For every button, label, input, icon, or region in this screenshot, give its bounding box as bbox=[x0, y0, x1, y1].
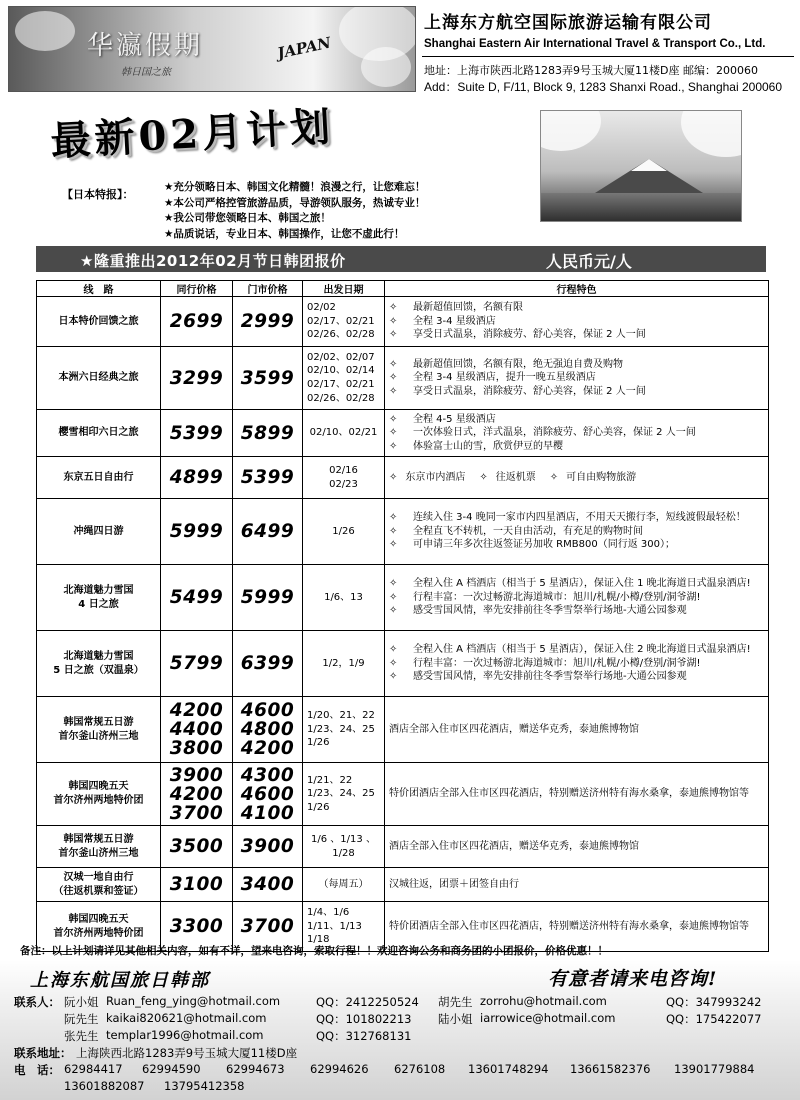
phone-number[interactable]: 62994673 bbox=[226, 1062, 285, 1076]
feature-item bbox=[389, 328, 764, 342]
feature-text: 全程入住 A 档酒店（相当于 5 星酒店），保证入住 2 晚北海道日式温泉酒店! bbox=[413, 644, 751, 656]
feature-text: 最新超值回馈，名额有限，绝无强迫自费及购物 bbox=[413, 358, 623, 370]
feature-item bbox=[389, 385, 764, 399]
feature-text: 酒店全部入住市区四花酒店，赠送华克秀，泰迪熊博物馆 bbox=[389, 723, 639, 735]
features-cell bbox=[385, 499, 769, 565]
retail-price: 4600 bbox=[240, 783, 295, 805]
feature-text: 全程直飞不转机，一天自由活动，有充足的购物时间 bbox=[413, 525, 643, 537]
peer-price: 5499 bbox=[169, 587, 224, 608]
column-header-peer-price: 同行价格 bbox=[161, 281, 233, 297]
feature-item bbox=[389, 511, 764, 525]
departure-date: 1/6、13 bbox=[324, 591, 363, 603]
peer-price-cell bbox=[161, 457, 233, 499]
route-name: 东京五日自由行 bbox=[63, 471, 134, 483]
departure-date: 02/02 bbox=[307, 302, 336, 314]
departure-date: 1/6 、1/13 、 bbox=[311, 833, 376, 845]
peer-price: 3300 bbox=[169, 916, 224, 937]
mount-fuji-photo bbox=[540, 110, 742, 222]
contact-line-1 bbox=[14, 994, 794, 1010]
banner-brand: 华瀛假期 bbox=[87, 31, 204, 61]
contact-email[interactable]: zorrohu@hotmail.com bbox=[480, 994, 607, 1008]
tour-price-table bbox=[36, 280, 769, 952]
company-name-en: Shanghai Eastern Air International Travel & Transport Co., Ltd. bbox=[424, 38, 766, 50]
peer-price: 4400 bbox=[169, 719, 224, 740]
feature-text: 可自由购物旅游 bbox=[566, 471, 637, 483]
departure-date: 02/02、02/07 bbox=[307, 351, 375, 363]
retail-price-cell bbox=[233, 410, 303, 457]
route-name: 韩国常规五日游 bbox=[63, 716, 134, 728]
lake-shape bbox=[541, 193, 741, 222]
peer-price: 3700 bbox=[169, 802, 224, 824]
header-divider bbox=[422, 56, 794, 57]
retail-price-cell bbox=[233, 763, 303, 826]
table-row bbox=[37, 868, 769, 902]
feature-item bbox=[389, 591, 764, 605]
route-name: 首尔釜山济州三地 bbox=[58, 730, 139, 742]
route-cell bbox=[37, 457, 161, 499]
retail-price: 6399 bbox=[240, 653, 295, 674]
departure-date: 02/17、02/21 bbox=[307, 315, 375, 327]
retail-price: 4300 bbox=[240, 764, 295, 786]
diamond-bullet-icon: ✧ bbox=[389, 329, 398, 341]
departure-date: （每周五） bbox=[318, 878, 369, 890]
phone-number[interactable]: 62994590 bbox=[142, 1062, 201, 1076]
peer-price-cell bbox=[161, 410, 233, 457]
features-cell bbox=[385, 457, 769, 499]
japan-special-label: 【日本特报】： bbox=[62, 188, 134, 201]
diamond-bullet-icon: ✧ bbox=[389, 413, 398, 425]
peer-price-cell bbox=[161, 499, 233, 565]
route-cell bbox=[37, 868, 161, 902]
diamond-bullet-icon: ✧ bbox=[389, 427, 398, 439]
banner-japan-text: JAPAN bbox=[275, 33, 333, 63]
contact-name: 张先生 bbox=[64, 1029, 99, 1043]
company-address-en: Add：Suite D, F/11, Block 9, 1283 Shanxi Road., Shanghai 200060 bbox=[424, 80, 783, 94]
mountain-snowcap bbox=[631, 159, 667, 171]
feature-text: 往返机票 bbox=[495, 471, 536, 483]
feature-item bbox=[389, 670, 764, 684]
departure-date: 02/10、02/14 bbox=[307, 365, 375, 377]
diamond-bullet-icon: ✧ bbox=[389, 302, 398, 314]
price-unit: 人民币元/人 bbox=[546, 252, 632, 271]
highlight-item: ★我公司带您领略日本、韩国之旅！ bbox=[164, 212, 331, 225]
route-name: 本洲六日经典之旅 bbox=[58, 372, 139, 383]
table-row bbox=[37, 826, 769, 868]
feature-item bbox=[389, 426, 764, 440]
peer-price-cell bbox=[161, 297, 233, 347]
feature-item bbox=[389, 301, 764, 315]
feature-item bbox=[389, 440, 764, 454]
peer-price: 2699 bbox=[169, 311, 224, 332]
retail-price-cell bbox=[233, 868, 303, 902]
route-cell bbox=[37, 631, 161, 697]
diamond-bullet-icon: ✧ bbox=[479, 471, 488, 483]
retail-price-cell bbox=[233, 826, 303, 868]
contact-email[interactable]: kaikai820621@hotmail.com bbox=[106, 1011, 267, 1025]
features-cell bbox=[385, 297, 769, 347]
route-name: 樱雪相印六日之旅 bbox=[58, 427, 139, 438]
features-cell bbox=[385, 631, 769, 697]
departure-date: 02/23 bbox=[329, 478, 358, 490]
peer-price: 3900 bbox=[169, 764, 224, 786]
retail-price-cell bbox=[233, 631, 303, 697]
price-banner-title: ★隆重推出2012年02月节日韩团报价 bbox=[80, 252, 346, 270]
feature-item bbox=[389, 315, 764, 329]
peer-price-cell bbox=[161, 763, 233, 826]
peer-price: 3100 bbox=[169, 874, 224, 895]
feature-text: 全程 3-4 星级酒店 bbox=[413, 315, 496, 327]
column-header-departure: 出发日期 bbox=[303, 281, 385, 297]
peer-price-cell bbox=[161, 697, 233, 763]
route-name: 4 日之旅 bbox=[78, 598, 119, 610]
diamond-bullet-icon: ✧ bbox=[389, 578, 398, 590]
peer-price: 5999 bbox=[169, 521, 224, 542]
phone-number[interactable]: 13601882087 bbox=[64, 1079, 145, 1093]
diamond-bullet-icon: ✧ bbox=[389, 605, 398, 617]
address-label: 联系地址： bbox=[14, 1046, 72, 1060]
departure-cell bbox=[303, 347, 385, 410]
retail-price-cell bbox=[233, 457, 303, 499]
route-cell bbox=[37, 499, 161, 565]
diamond-bullet-icon: ✧ bbox=[389, 315, 398, 327]
route-name: 日本特价回馈之旅 bbox=[58, 315, 139, 327]
retail-price-cell bbox=[233, 697, 303, 763]
route-name: 汉城一地自由行 bbox=[63, 871, 134, 883]
departure-date: 02/26、02/28 bbox=[307, 392, 375, 404]
call-to-action: 有意者请来电咨询! bbox=[548, 968, 718, 990]
departure-date: 1/21、22 bbox=[307, 774, 353, 786]
peer-price: 3500 bbox=[169, 836, 224, 857]
department-name: 上海东航国旅日韩部 bbox=[30, 970, 210, 991]
retail-price: 3900 bbox=[240, 836, 295, 857]
retail-price: 5899 bbox=[240, 422, 295, 444]
highlight-item: ★本公司严格控管旅游品质，导游领队服务，热诚专业！ bbox=[164, 196, 426, 209]
retail-price: 4200 bbox=[240, 738, 295, 759]
retail-price-cell bbox=[233, 499, 303, 565]
phone-number[interactable]: 13901779884 bbox=[674, 1062, 755, 1076]
route-name: 韩国四晚五天 bbox=[68, 781, 129, 792]
highlight-item: ★充分领略日本、韩国文化精髓！浪漫之行，让您难忘！ bbox=[164, 181, 426, 193]
feature-text: 行程丰富：一次过畅游北海道城市：旭川/札幌/小樽/登别/洞爷湖! bbox=[413, 591, 701, 603]
departure-date: 1/23、24、25 bbox=[307, 723, 375, 735]
diamond-bullet-icon: ✧ bbox=[389, 644, 398, 656]
column-header-route: 线 路 bbox=[37, 281, 161, 297]
feature-text: 行程丰富：一次过畅游北海道城市：旭川/札幌/小樽/登别/洞爷湖! bbox=[413, 657, 701, 669]
page-title: 最新02月计划 bbox=[49, 103, 336, 166]
feature-text: 汉城往返，团票＋团签自由行 bbox=[389, 878, 519, 890]
route-cell bbox=[37, 297, 161, 347]
company-address-cn: 地址：上海市陕西北路1283弄9号玉城大厦11楼D座 邮编：200060 bbox=[424, 64, 758, 77]
cherry-tree-decoration bbox=[681, 110, 742, 157]
peer-price: 3299 bbox=[169, 367, 224, 389]
feature-text: 可申请三年多次往返签证另加收 RMB800（同行返 300）； bbox=[413, 539, 675, 551]
route-name: 北海道魅力雪国 bbox=[63, 650, 134, 662]
feature-text: 特价团酒店全部入住市区四花酒店，特别赠送济州特有海水桑拿，泰迪熊博物馆等 bbox=[389, 788, 749, 800]
retail-price: 3400 bbox=[240, 874, 295, 895]
header-banner bbox=[8, 6, 416, 92]
phone-label: 电 话： bbox=[14, 1063, 60, 1077]
departure-date: 1/4、1/6 bbox=[307, 907, 350, 919]
peer-price: 5399 bbox=[169, 422, 224, 444]
diamond-bullet-icon: ✧ bbox=[389, 385, 398, 397]
highlight-item: ★品质说话，专业日本、韩国操作，让您不虚此行！ bbox=[164, 227, 405, 240]
peer-price: 5799 bbox=[169, 653, 224, 674]
retail-price: 3599 bbox=[240, 367, 295, 389]
table-row bbox=[37, 631, 769, 697]
departure-cell bbox=[303, 297, 385, 347]
phone-number[interactable]: 62984417 bbox=[64, 1062, 123, 1076]
retail-price: 5999 bbox=[240, 587, 295, 608]
peer-price: 3800 bbox=[169, 738, 224, 759]
departure-date: 1/28 bbox=[332, 847, 355, 859]
route-name: 首尔济州两地特价团 bbox=[53, 927, 144, 939]
contact-address: 上海陕西北路1283弄9号玉城大厦11楼D座 bbox=[76, 1046, 298, 1060]
phone-number[interactable]: 13661582376 bbox=[570, 1062, 651, 1076]
peer-price: 4200 bbox=[169, 783, 224, 805]
route-cell bbox=[37, 410, 161, 457]
column-header-retail-price: 门市价格 bbox=[233, 281, 303, 297]
route-name: 冲绳四日游 bbox=[73, 525, 124, 537]
departure-cell bbox=[303, 697, 385, 763]
feature-item bbox=[389, 657, 764, 671]
feature-text: 感受雪国风情，率先安排前往冬季雪祭举行场地-大通公园参观 bbox=[413, 605, 687, 617]
peer-price-cell bbox=[161, 826, 233, 868]
feature-item bbox=[389, 371, 764, 385]
feature-text: 酒店全部入住市区四花酒店，赠送华克秀，泰迪熊博物馆 bbox=[389, 840, 639, 852]
contact-qq: QQ：2412250524 bbox=[316, 995, 419, 1009]
phone-number[interactable]: 13601748294 bbox=[468, 1062, 549, 1076]
table-row bbox=[37, 297, 769, 347]
diamond-bullet-icon: ✧ bbox=[389, 440, 398, 452]
table-row bbox=[37, 457, 769, 499]
feature-text: 全程 3-4 星级酒店，提升一晚五星级酒店 bbox=[413, 372, 596, 384]
feature-text: 东京市内酒店 bbox=[405, 471, 466, 483]
retail-price: 4800 bbox=[240, 719, 295, 740]
feature-text: 特价团酒店全部入住市区四花酒店，特别赠送济州特有海水桑拿，泰迪熊博物馆等 bbox=[389, 920, 749, 932]
retail-price: 5399 bbox=[240, 467, 295, 488]
table-header-row bbox=[37, 281, 769, 297]
departure-date: 02/26、02/28 bbox=[307, 329, 375, 341]
feature-text: 全程入住 A 档酒店（相当于 5 星酒店），保证入住 1 晚北海道日式温泉酒店! bbox=[413, 578, 751, 590]
route-name: 韩国四晚五天 bbox=[68, 913, 129, 925]
departure-date: 1/18 bbox=[307, 934, 330, 946]
peer-price: 4899 bbox=[169, 467, 224, 488]
contact-line-2 bbox=[14, 1011, 794, 1027]
feature-item bbox=[389, 525, 764, 539]
contact-line-3 bbox=[14, 1028, 794, 1044]
highlights-list bbox=[164, 180, 425, 242]
feature-text: 享受日式温泉，消除疲劳、舒心美容，保证 2 人一间 bbox=[413, 329, 646, 341]
cherry-tree-decoration bbox=[540, 110, 601, 151]
peer-price-cell bbox=[161, 565, 233, 631]
features-cell bbox=[385, 868, 769, 902]
feature-text: 享受日式温泉，消除疲劳、舒心美容，保证 2 人一间 bbox=[413, 385, 646, 397]
feature-item bbox=[389, 643, 764, 657]
contact-email[interactable]: iarrowice@hotmail.com bbox=[480, 1011, 616, 1025]
route-name: 首尔釜山济州三地 bbox=[58, 847, 139, 859]
departure-date: 1/2，1/9 bbox=[322, 657, 365, 669]
diamond-bullet-icon: ✧ bbox=[389, 525, 398, 537]
route-cell bbox=[37, 697, 161, 763]
retail-price: 4600 bbox=[240, 700, 295, 721]
company-name-cn: 上海东方航空国际旅游运输有限公司 bbox=[424, 13, 712, 33]
feature-text: 连续入住 3-4 晚同一家市内四星酒店，不用天天搬行李，短线渡假最轻松！ bbox=[413, 512, 746, 524]
table-row bbox=[37, 763, 769, 826]
route-cell bbox=[37, 347, 161, 410]
phone-number[interactable]: 6276108 bbox=[394, 1062, 446, 1076]
diamond-bullet-icon: ✧ bbox=[549, 471, 559, 483]
features-cell bbox=[385, 347, 769, 410]
contact-qq: QQ：347993242 bbox=[666, 995, 762, 1009]
table-row bbox=[37, 347, 769, 410]
route-name: 韩国常规五日游 bbox=[63, 833, 134, 845]
table-row bbox=[37, 499, 769, 565]
retail-price: 6499 bbox=[240, 521, 295, 542]
route-cell bbox=[37, 826, 161, 868]
departure-cell bbox=[303, 499, 385, 565]
departure-date: 1/20、21、22 bbox=[307, 710, 375, 722]
feature-item bbox=[389, 538, 764, 552]
departure-cell bbox=[303, 826, 385, 868]
retail-price: 4100 bbox=[240, 802, 295, 824]
route-cell bbox=[37, 565, 161, 631]
remark-note: 备注：以上计划请详见其他相关内容，如有不详，望来电咨询，索取行程！！欢迎咨询公务和商务团的小团报价，价格优惠！！ bbox=[20, 945, 608, 957]
feature-item bbox=[389, 604, 764, 618]
table-row bbox=[37, 410, 769, 457]
contact-name: 阮先生 bbox=[64, 1012, 99, 1026]
feature-inline-list bbox=[389, 471, 764, 485]
diamond-bullet-icon: ✧ bbox=[389, 591, 398, 603]
phone-line-2 bbox=[14, 1079, 794, 1095]
departure-date: 02/17、02/21 bbox=[307, 379, 375, 390]
contact-qq: QQ：312768131 bbox=[316, 1029, 412, 1043]
retail-price-cell bbox=[233, 347, 303, 410]
features-cell bbox=[385, 410, 769, 457]
diamond-bullet-icon: ✧ bbox=[389, 512, 398, 524]
contact-name: 陆小姐 bbox=[438, 1012, 473, 1026]
departure-date: 02/16 bbox=[329, 464, 358, 476]
departure-cell bbox=[303, 565, 385, 631]
departure-cell bbox=[303, 868, 385, 902]
cherry-blossom-decoration bbox=[361, 47, 411, 87]
contact-label: 联系人： bbox=[14, 995, 60, 1009]
feature-text: 全程 4-5 星级酒店 bbox=[413, 413, 496, 425]
contact-name: 胡先生 bbox=[438, 995, 473, 1009]
feature-item bbox=[389, 577, 764, 591]
contact-qq: QQ：101802213 bbox=[316, 1012, 412, 1026]
contact-email[interactable]: templar1996@hotmail.com bbox=[106, 1028, 264, 1042]
features-cell bbox=[385, 763, 769, 826]
peer-price-cell bbox=[161, 631, 233, 697]
retail-price: 3700 bbox=[240, 916, 295, 937]
peer-price: 4200 bbox=[169, 700, 224, 721]
retail-price: 2999 bbox=[240, 311, 295, 332]
peer-price-cell bbox=[161, 868, 233, 902]
departure-cell bbox=[303, 410, 385, 457]
route-cell bbox=[37, 763, 161, 826]
phone-number[interactable]: 62994626 bbox=[310, 1062, 369, 1076]
departure-date: 1/23、24、25 bbox=[307, 788, 375, 800]
route-name: 5 日之旅（双温泉） bbox=[53, 664, 144, 676]
retail-price-cell bbox=[233, 565, 303, 631]
features-cell bbox=[385, 826, 769, 868]
departure-cell bbox=[303, 763, 385, 826]
retail-price-cell bbox=[233, 297, 303, 347]
departure-date: 02/10、02/21 bbox=[309, 427, 378, 439]
cherry-blossom-decoration bbox=[15, 11, 75, 51]
contact-name: 阮小姐 bbox=[64, 995, 99, 1009]
feature-text: 一次体验日式，洋式温泉，消除疲劳、舒心美容，保证 2 人一间 bbox=[413, 427, 696, 439]
departure-cell bbox=[303, 631, 385, 697]
feature-text: 最新超值回馈，名额有限 bbox=[413, 302, 523, 314]
phone-line-1 bbox=[14, 1062, 794, 1078]
departure-date: 1/26 bbox=[332, 525, 355, 537]
features-cell bbox=[385, 697, 769, 763]
route-name: 首尔济州两地特价团 bbox=[53, 795, 144, 806]
contact-email[interactable]: Ruan_feng_ying@hotmail.com bbox=[106, 994, 281, 1008]
phone-number[interactable]: 13795412358 bbox=[164, 1079, 245, 1093]
route-name: （往返机票和签证） bbox=[53, 885, 144, 897]
diamond-bullet-icon: ✧ bbox=[389, 372, 398, 384]
route-name: 北海道魅力雪国 bbox=[63, 584, 134, 596]
departure-cell bbox=[303, 457, 385, 499]
table-row bbox=[37, 697, 769, 763]
table-row bbox=[37, 565, 769, 631]
feature-text: 感受雪国风情，率先安排前往冬季雪祭举行场地-大通公园参观 bbox=[413, 671, 687, 683]
feature-text: 体验富士山的雪，欣赏伊豆的早樱 bbox=[413, 440, 563, 452]
feature-item bbox=[389, 413, 764, 427]
features-cell bbox=[385, 565, 769, 631]
diamond-bullet-icon: ✧ bbox=[389, 671, 398, 683]
address-line bbox=[14, 1045, 794, 1061]
contact-qq: QQ：175422077 bbox=[666, 1012, 762, 1026]
column-header-features: 行程特色 bbox=[385, 281, 769, 297]
price-banner bbox=[36, 246, 766, 272]
departure-date: 1/26 bbox=[307, 737, 330, 749]
diamond-bullet-icon: ✧ bbox=[389, 358, 398, 370]
diamond-bullet-icon: ✧ bbox=[389, 471, 398, 483]
peer-price-cell bbox=[161, 347, 233, 410]
diamond-bullet-icon: ✧ bbox=[389, 539, 398, 551]
banner-tagline: 韩日国之旅 bbox=[121, 67, 171, 78]
departure-date: 1/11、1/13 bbox=[307, 920, 362, 932]
diamond-bullet-icon: ✧ bbox=[389, 657, 398, 669]
feature-item bbox=[389, 358, 764, 372]
departure-date: 1/26 bbox=[307, 801, 330, 813]
